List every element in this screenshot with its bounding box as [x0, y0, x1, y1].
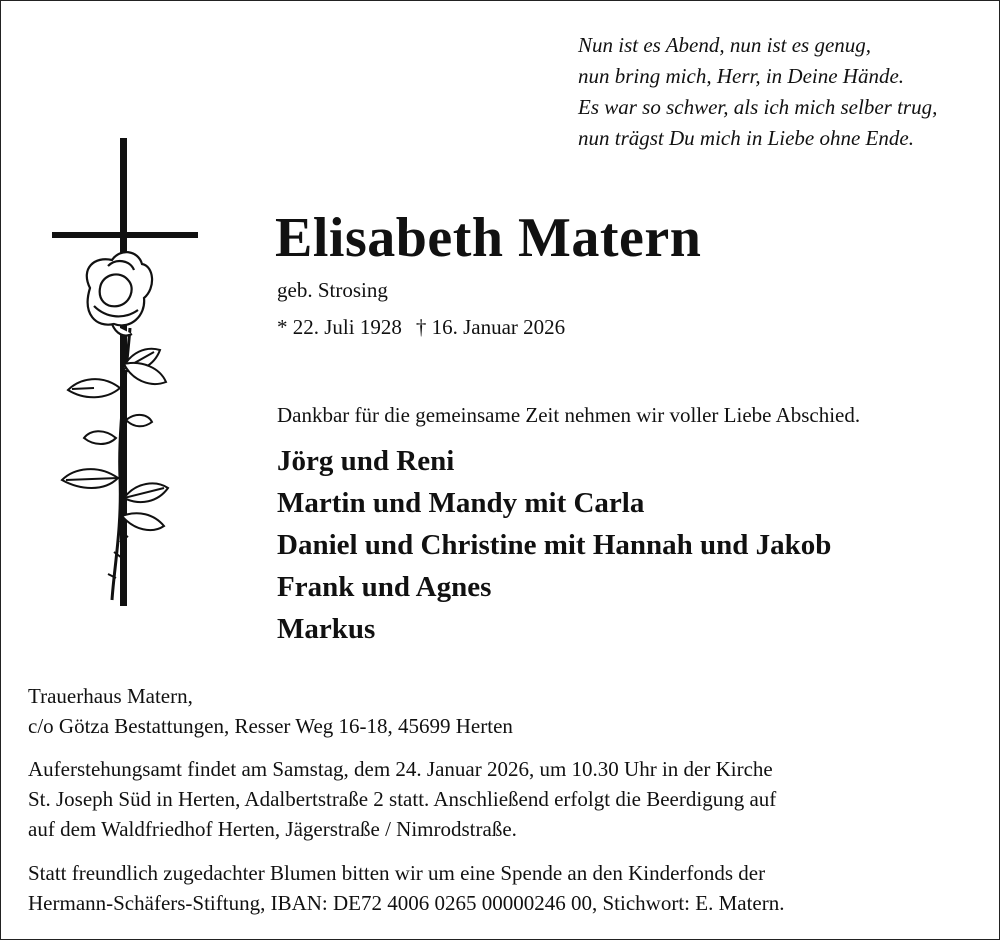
family-member: Daniel und Christine mit Hannah und Jakob [277, 529, 832, 561]
service-line: Auferstehungsamt findet am Samstag, dem 24. Januar 2026, um 10.30 Uhr in der Kirche [28, 757, 773, 781]
cross-with-rose-icon [50, 138, 200, 608]
family-member: Martin und Mandy mit Carla [277, 487, 645, 519]
service-info [28, 754, 776, 844]
family-member: Markus [277, 613, 376, 645]
birth-name: geb. Strosing [277, 278, 388, 302]
poem [578, 30, 937, 154]
deceased-name: Elisabeth Matern [275, 207, 702, 269]
poem-line: Es war so schwer, als ich mich selber trug, [578, 95, 938, 119]
birth-date: * 22. Juli 1928 [277, 315, 402, 339]
mourning-address [28, 681, 513, 741]
poem-line: nun trägst Du mich in Liebe ohne Ende. [578, 126, 914, 150]
address-line: c/o Götza Bestattungen, Resser Weg 16-18, 45699 Herten [28, 714, 513, 738]
family-member: Frank und Agnes [277, 571, 492, 603]
thanks-text: Dankbar für die gemeinsame Zeit nehmen wir voller Liebe Abschied. [277, 403, 861, 427]
life-dates [277, 315, 565, 340]
address-line: Trauerhaus Matern, [28, 684, 193, 708]
death-date: † 16. Januar 2026 [415, 315, 566, 339]
poem-line: nun bring mich, Herr, in Deine Hände. [578, 64, 905, 88]
service-line: auf dem Waldfriedhof Herten, Jägerstraße / Nimrodstraße. [28, 817, 517, 841]
family-list [277, 440, 831, 650]
service-line: St. Joseph Süd in Herten, Adalbertstraße 2 statt. Anschließend erfolgt die Beerdigung auf [28, 787, 777, 811]
family-member: Jörg und Reni [277, 445, 455, 477]
poem-line: Nun ist es Abend, nun ist es genug, [578, 33, 872, 57]
donation-line: Hermann-Schäfers-Stiftung, IBAN: DE72 4006 0265 00000246 00, Stichwort: E. Matern. [28, 891, 785, 915]
donation-info [28, 858, 784, 918]
donation-line: Statt freundlich zugedachter Blumen bitten wir um eine Spende an den Kinderfonds der [28, 861, 766, 885]
